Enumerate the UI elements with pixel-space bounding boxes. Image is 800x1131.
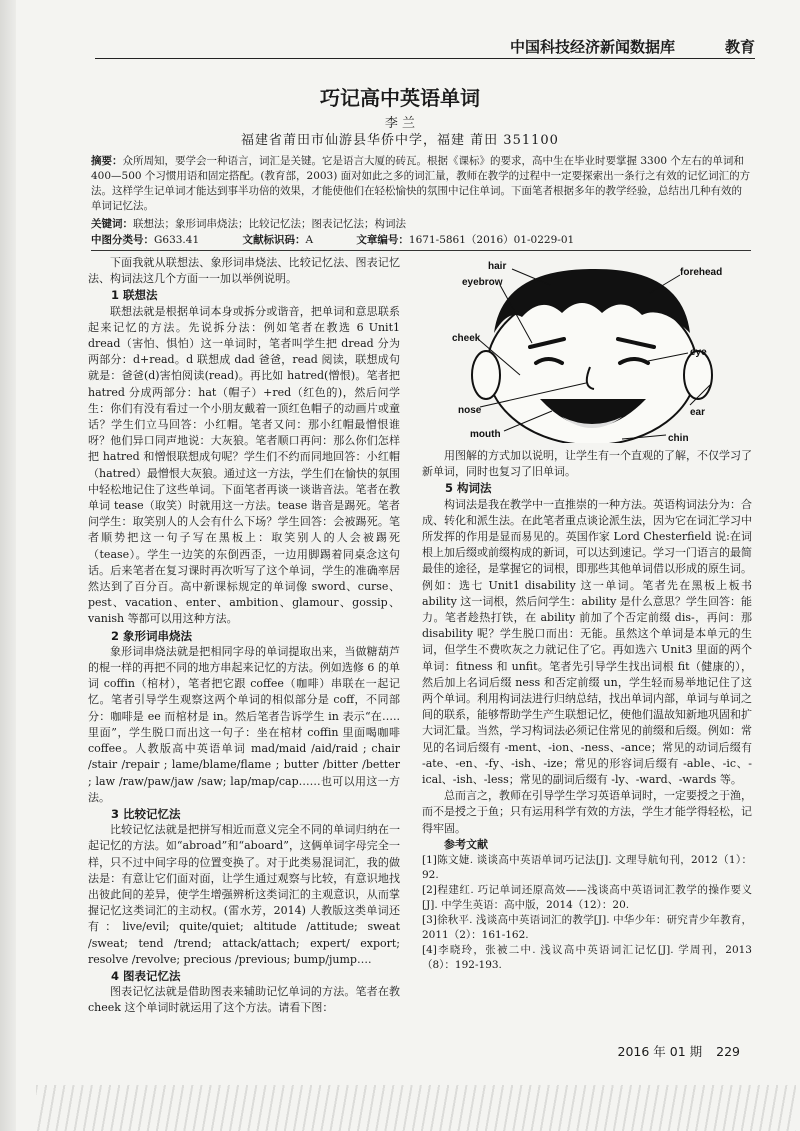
left-ear <box>472 351 500 399</box>
paragraph: 比较记忆法就是把拼写相近而意义完全不同的单词归纳在一起记忆的方法。如“abroad”和“aboard”，这俩单词字母完全一样，只不过中间字母的位置变换了。对于此类易混词汇，我的做法是：有意让它们面对面，让学生通过观察与比较，有意识地找出彼此间的差异，使学生增强辨析这类词汇的主观意识，从而掌握记忆这类词汇的主动权。(雷水芳，2014) 人教版这类单词还有：live/evil; quite/quiet; altitude /attitude; sweat /sweat; tend /trend; attack/attach; expert/ export; resolve /revolve; precious /previous; bump/jump…. <box>88 823 400 966</box>
doc-code-value: A <box>305 234 314 246</box>
references-title: 参考文献 <box>444 837 488 851</box>
section-heading: 2 象形词串烧法 <box>111 628 193 643</box>
clc-value: G633.41 <box>154 234 200 246</box>
right-column <box>422 448 752 973</box>
article-no-label: 文章编号： <box>356 234 409 246</box>
left-column <box>88 255 400 1017</box>
label-chin: chin <box>668 433 689 443</box>
article-no-value: 1671-5861（2016）01-0229-01 <box>408 234 575 246</box>
label-eyebrow: eyebrow <box>462 277 503 288</box>
affiliation: 福建省莆田市仙游县华侨中学，福建 莆田 351100 <box>241 133 559 148</box>
abstract-text: 众所周知，要学会一种语言，词汇是关键。它是语言大厦的砖瓦。根据《课标》的要求，高中生在毕业时要掌握 3300 个左右的单词和 400—500 个习惯用语和固定搭配。(教育部，2003) 面对如此之多的词汇量，教师在教学的过程中一定要探索出一条行之有效的记忆词汇的方法。这样学生记单词才能达到事半功倍的效果，才能使他们在轻松愉快的氛围中记住单词。下面笔者根据多年的教学经验，总结出几种有效的单词记忆法。 <box>91 155 751 212</box>
reference-item: [4]李晓玲，张被二中. 浅议高中英语词汇记忆[J]. 学周刊，2013（8）：192-193. <box>422 944 752 972</box>
paragraph: 构词法是我在教学中一直推崇的一种方法。英语构词法分为：合成、转化和派生法。在此笔者重点谈论派生法，因为它在词汇学习中所发挥的作用是显而易见的。英国作家 Lord Chesterfield 说:在词根上加后缀或前缀构成的新词，可以达到速记。学习一门语言的最简最佳的途径，是掌握它的词根，即那些其他单词借以形成的原生词。例如：选七 Unit1 disability 这一单词。笔者先在黑板上板书 ability 这一词根，然后问学生：ability 是什么意思？学生回答：能力。笔者趁热打铁，在 ability 前加了个否定前缀 dis-，再问：那 disability 呢？学生脱口而出：无能。虽然这个单词是本单元的生词，但学生不费吹灰之力就记住了它。再如选六 Unit3 里面的两个单词：fitness 和 unfit。笔者先引导学生找出词根 fit（健康的），然后加上名词后缀 ness 和否定前缀 un，学生轻而易举地记住了这两个单词。利用构词法进行归纳总结，找出单词内部，单词与单词之间的联系，能够帮助学生产生联想记忆，使他们温故知新地巩固和扩大词汇量。当然，学习构词法必须记住常见的前缀和后缀。例如：常见的名词后缀有 -ment、-ion、-ness、-ance；常见的动词后缀有 -ate、-en、-fy、-ish、-ize；常见的形容词后缀有 -able、-ic、-ical、-ish、-less；常见的副词后缀有 -ly、-ward、-wards 等。 <box>422 497 752 787</box>
paragraph: 联想法就是根据单词本身或拆分或谐音，把单词和意思联系起来记忆的方法。先说拆分法：例如笔者在教选 6 Unit1 dread（害怕、惧怕）这一单词时，笔者叫学生把 dread 分为两部分：d+read。d 联想成 dad 爸爸，read 阅读，联想成句就是：爸爸(d)害怕阅读(read)。再比如 hatred(憎恨)。笔者把 hatred 分成两部分：hat（帽子）+red（红色的)，然后问学生：你们有没有看过一个小朋友戴着一顶红色帽子的动画片或童话？学生们立马回答：小红帽。笔者又问：那小红帽最憎恨谁呀？他们异口同声地说：大灰狼。笔者顺口再问：那么你们怎样把 hatred 和憎恨联想成句呢？学生们不约而同地回答：小红帽（hatred）最憎恨大灰狼。通过这一方法，学生们在愉快的氛围中轻松地记住了这些单词。下面笔者再谈一谈谐音法。笔者在教单词 tease（取笑）时就用这一方法。tease 谐音是踢死。笔者问学生：取笑别人的人会有什么下场？学生回答：会被踢死。笔者顺势把这一句子写在黑板上：取笑别人的人会被踢死（tease）。学生一边笑的东倒西歪，一边用脚踢着同桌念这句话。后来笔者在复习课时再次听写了这个单词，学生的准确率居然达到了百分百。高中新课标规定的单词像 sword、curse、pest、vacation、enter、ambition、glamour、gossip、vanish 等都可以用这种方法。 <box>88 304 400 626</box>
database-name: 中国科技经济新闻数据库 <box>509 38 675 56</box>
paragraph: 用图解的方式加以说明，让学生有一个直观的了解，不仅学习了新单词，同时也复习了旧单词。 <box>422 449 752 479</box>
label-mouth: mouth <box>470 429 501 440</box>
classification-line <box>91 232 751 247</box>
keywords-label: 关键词： <box>91 218 133 230</box>
label-nose: nose <box>458 405 482 416</box>
reference-item: [2]程建红. 巧记单词还原高效——浅谈高中英语词汇教学的操作要义[J]. 中学生英语：高中版，2014（12）：20. <box>422 884 752 912</box>
section-heading: 4 图表记忆法 <box>111 968 181 983</box>
abstract-label: 摘要： <box>91 155 123 167</box>
face-diagram-svg <box>422 255 750 443</box>
label-forehead: forehead <box>680 267 723 278</box>
doc-code-label: 文献标识码： <box>242 234 306 246</box>
keywords-text: 联想法；象形词串烧法；比较记忆法；图表记忆法；构词法 <box>133 218 406 230</box>
label-hair: hair <box>488 261 507 272</box>
author: 李 兰 <box>384 116 416 131</box>
article-title: 巧记高中英语单词 <box>320 86 480 110</box>
abstract <box>91 154 751 214</box>
clc-label: 中图分类号： <box>91 234 154 246</box>
paragraph: 下面我就从联想法、象形词串烧法、比较记忆法、图表记忆法、构词法这几个方面一一加以举例说明。 <box>88 256 400 286</box>
label-ear: ear <box>690 407 706 418</box>
paragraph: 图表记忆法就是借助图表来辅助记忆单词的方法。笔者在教 cheek 这个单词时就运用了这个方法。请看下图： <box>88 985 400 1015</box>
page-number: 229 <box>716 1044 740 1059</box>
reference-item: [1]陈文婕. 谈谈高中英语单词巧记法[J]. 文理导航旬刊，2012（1）：92. <box>422 854 752 882</box>
section-heading: 1 联想法 <box>111 288 158 303</box>
divider <box>91 250 751 251</box>
paragraph: 象形词串烧法就是把相同字母的单词提取出来，当做糖葫芦的棍一样的再把不同的地方串起来记忆的方法。例如选修 6 的单词 coffin（棺材），笔者把它跟 coffee（咖啡）串联在一起记忆。笔者引导学生观察这两个单词的相似部分是 coff，不同部分：咖啡是 ee 而棺材是 in。然后笔者告诉学生 in 表示“在…..里面”，学生脱口而出这一句子：坐在棺材 coffin 里面喝咖啡 coffee。人教版高中英语单词 mad/maid /aid/raid ; chair /stair /repair ; lame/blame/flame ; butter /bitter /better ; law /raw/paw/jaw /saw; lap/map/cap……也可以用这一方法。 <box>88 644 400 804</box>
issue-number: 2016 年 01 期 <box>617 1044 703 1059</box>
running-header <box>95 36 755 59</box>
section-heading: 3 比较记忆法 <box>111 806 181 821</box>
right-ear <box>684 351 712 399</box>
section-name: 教育 <box>724 38 755 56</box>
label-cheek: cheek <box>452 333 481 344</box>
paragraph: 总而言之，教师在引导学生学习英语单词时，一定要授之于渔，而不是授之于鱼；只有运用科学有效的方法，学生才能学得轻松，记得牢固。 <box>422 789 752 835</box>
scan-stitch-marks <box>36 1085 796 1131</box>
reference-item: [3]徐秋平. 浅谈高中英语词汇的教学[J]. 中华少年：研究青少年教育，2011（2）：161-162. <box>422 914 752 942</box>
keywords <box>91 216 751 231</box>
label-eye: eye <box>690 347 707 358</box>
binding-edge <box>0 0 16 1131</box>
section-heading: 5 构词法 <box>445 481 492 496</box>
face-diagram <box>422 255 750 443</box>
page-footer <box>604 1042 741 1060</box>
